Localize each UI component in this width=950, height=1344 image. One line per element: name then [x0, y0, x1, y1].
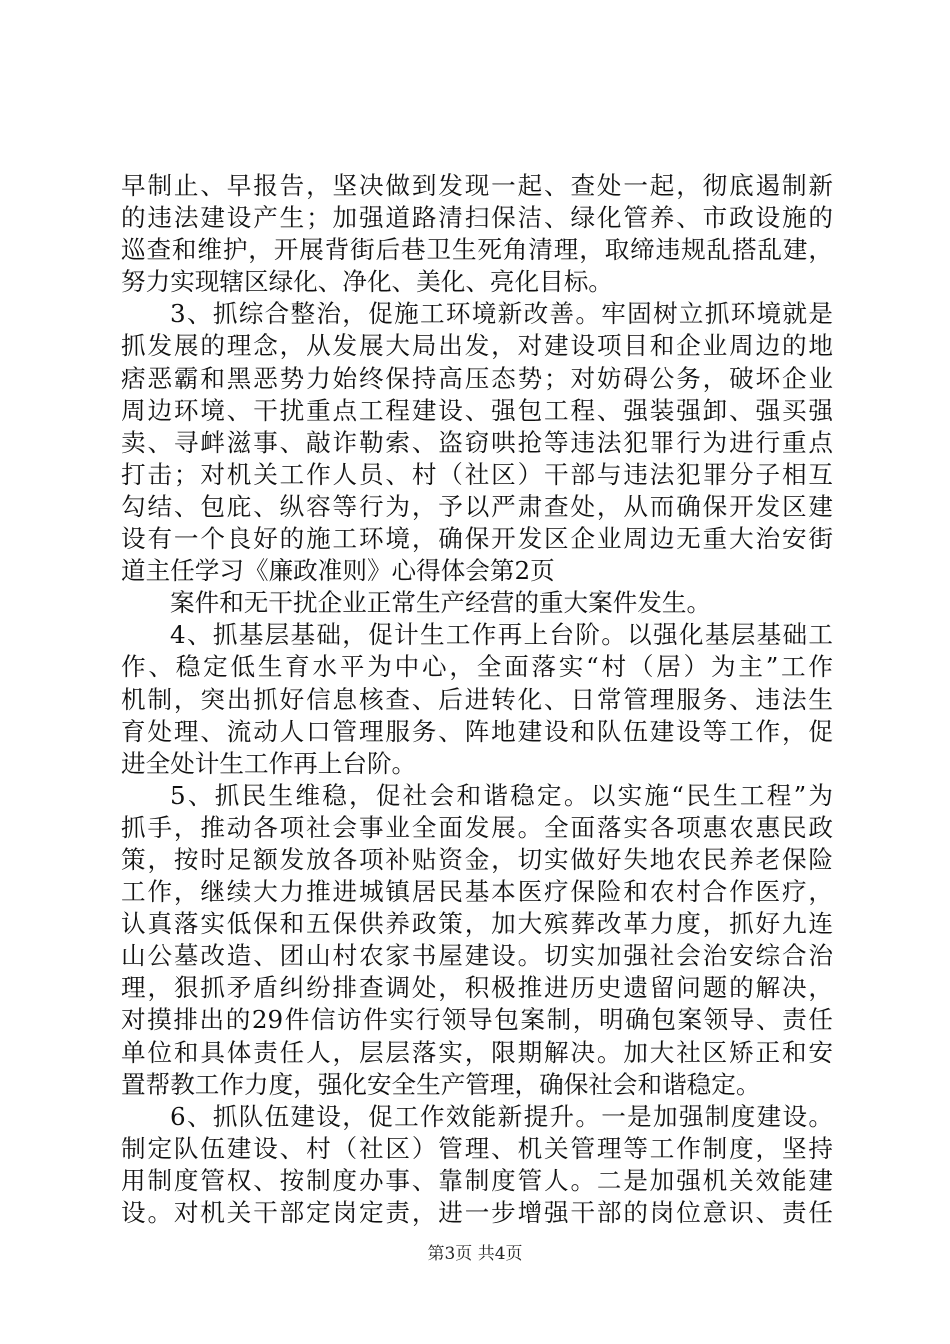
text-line: 卖、寻衅滋事、敲诈勒索、盗窃哄抢等违法犯罪行为进行重点: [121, 427, 833, 457]
text-line: 勾结、包庇、纵容等行为，予以严肃查处，从而确保开发区建: [121, 491, 833, 521]
text-line: 抓发展的理念，从发展大局出发，对建设项目和企业周边的地: [121, 331, 833, 361]
text-line: 6、抓队伍建设，促工作效能新提升。一是加强制度建设。: [170, 1101, 833, 1131]
text-line: 设有一个良好的施工环境，确保开发区企业周边无重大治安街: [121, 524, 833, 554]
text-line: 早制止、早报告，坚决做到发现一起、查处一起，彻底遏制新: [121, 171, 833, 200]
text-line: 打击；对机关工作人员、村（社区）干部与违法犯罪分子相互: [121, 459, 833, 489]
text-line: 3、抓综合整治，促施工环境新改善。牢固树立抓环境就是: [170, 299, 833, 329]
text-line: 单位和具体责任人，层层落实，限期解决。加大社区矫正和安: [121, 1037, 833, 1067]
text-line: 的违法建设产生；加强道路清扫保洁、绿化管养、市政设施的: [121, 203, 833, 233]
text-line: 认真落实低保和五保供养政策，加大殡葬改革力度，抓好九连: [121, 909, 833, 939]
text-line: 机制，突出抓好信息核查、后进转化、日常管理服务、违法生: [121, 684, 833, 714]
text-line: 痞恶霸和黑恶势力始终保持高压态势；对妨碍公务，破坏企业: [121, 363, 833, 393]
text-line: 周边环境、干扰重点工程建设、强包工程、强装强卸、强买强: [121, 395, 833, 425]
text-line: 置帮教工作力度，强化安全生产管理，确保社会和谐稳定。: [121, 1069, 761, 1099]
text-line: 理，狠抓矛盾纠纷排查调处，积极推进历史遗留问题的解决，: [121, 973, 833, 1003]
text-line: 山公墓改造、团山村农家书屋建设。切实加强社会治安综合治: [121, 941, 833, 971]
text-line: 5、抓民生维稳，促社会和谐稳定。以实施“民生工程”为: [170, 780, 833, 810]
text-line: 工作，继续大力推进城镇居民基本医疗保险和农村合作医疗，: [121, 877, 833, 907]
text-line: 设。对机关干部定岗定责，进一步增强干部的岗位意识、责任: [121, 1198, 833, 1227]
text-line: 巡查和维护，开展背街后巷卫生死角清理，取缔违规乱搭乱建，: [121, 235, 833, 265]
text-line: 进全处计生工作再上台阶。: [121, 748, 417, 778]
text-line: 案件和无干扰企业正常生产经营的重大案件发生。: [170, 588, 712, 618]
text-line: 抓手，推动各项社会事业全面发展。全面落实各项惠农惠民政: [121, 812, 833, 842]
text-line: 对摸排出的29件信访件实行领导包案制，明确包案领导、责任: [121, 1005, 833, 1035]
text-line: 作、稳定低生育水平为中心，全面落实“村（居）为主”工作: [121, 652, 833, 682]
text-line: 努力实现辖区绿化、净化、美化、亮化目标。: [121, 267, 613, 297]
text-line: 制定队伍建设、村（社区）管理、机关管理等工作制度，坚持: [121, 1133, 833, 1163]
text-line: 育处理、流动人口管理服务、阵地建设和队伍建设等工作，促: [121, 716, 833, 746]
page-number-footer: 第3页 共4页: [427, 1244, 523, 1264]
text-line: 用制度管权、按制度办事、靠制度管人。二是加强机关效能建: [121, 1165, 833, 1195]
text-line: 4、抓基层基础，促计生工作再上台阶。以强化基层基础工: [170, 620, 833, 650]
text-line: 道主任学习《廉政准则》心得体会第2页: [121, 556, 555, 586]
text-line: 策，按时足额发放各项补贴资金，切实做好失地农民养老保险: [121, 844, 833, 874]
document-body: [121, 170, 833, 1229]
